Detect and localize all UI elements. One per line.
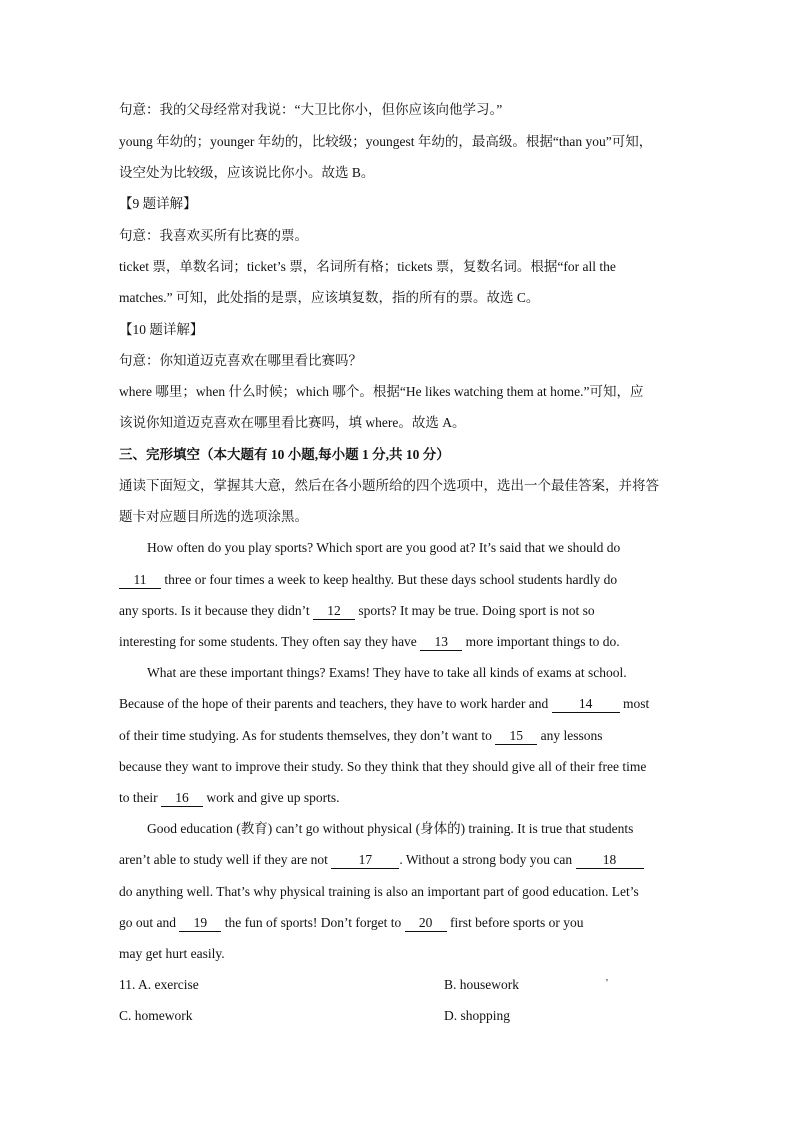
- stray-mark: ': [606, 977, 608, 989]
- section-title: 三、完形填空（本大题有 10 小题,每小题 1 分,共 10 分）: [119, 447, 450, 462]
- passage-text: aren’t able to study well if they are not: [119, 852, 332, 867]
- option-11-d: D. shopping: [444, 1008, 511, 1023]
- passage-text: the fun of sports! Don’t forget to: [221, 915, 405, 930]
- passage-text: three or four times a week to keep healthy. But these days school students hardly do: [161, 572, 618, 587]
- passage-p2-line-1: What are these important things? Exams! They have to take all kinds of exams at school.: [147, 665, 627, 680]
- blank-20: 20: [405, 914, 447, 932]
- passage-text: to their: [119, 790, 161, 805]
- blank-19: 19: [179, 914, 221, 932]
- option-11-b: B. housework: [444, 977, 519, 992]
- passage-p2-line-2: [119, 694, 679, 714]
- passage-text: Because of the hope of their parents and teachers, they have to work harder and: [119, 696, 552, 711]
- passage-text: any lessons: [537, 728, 603, 743]
- instructions-line-1: 通读下面短文，掌握其大意，然后在各小题所给的四个选项中，选出一个最佳答案，并将答: [119, 478, 659, 493]
- blank-12: 12: [313, 602, 355, 620]
- passage-text: interesting for some students. They often say they have: [119, 634, 421, 649]
- q10-meaning: 句意：你知道迈克喜欢在哪里看比赛吗？: [119, 353, 362, 368]
- passage-p3-line-1: Good education (教育) can’t go without physical (身体的) training. It is true that students: [147, 821, 634, 836]
- passage-text: of their time studying. As for students themselves, they don’t want to: [119, 728, 496, 743]
- passage-p1-line-4: [119, 632, 679, 652]
- q9-meaning: 句意：我喜欢买所有比赛的票。: [119, 228, 308, 243]
- passage-text: . Without a strong body you can: [399, 852, 576, 867]
- blank-16: 16: [161, 789, 203, 807]
- passage-p1-line-3: [119, 601, 679, 621]
- q9-explanation-line-1: ticket 票，单数名词；ticket’s 票，名词所有格；tickets 票，复数名词。根据“for all the: [119, 259, 616, 274]
- blank-15: 15: [495, 727, 537, 745]
- blank-17: 17: [331, 851, 399, 869]
- blank-18: 18: [576, 851, 644, 869]
- q8-explanation-line-2: 设空处为比较级，应该说比你小。故选 B。: [119, 165, 375, 180]
- passage-text: most: [619, 696, 650, 711]
- option-11-c: C. homework: [119, 1008, 193, 1023]
- passage-p2-line-3: [119, 726, 679, 746]
- passage-text: any sports. Is it because they didn’t: [119, 603, 313, 618]
- q9-header: 【9 题详解】: [119, 196, 197, 211]
- q8-meaning: 句意：我的父母经常对我说：“大卫比你小，但你应该向他学习。”: [119, 102, 503, 117]
- passage-text: go out and: [119, 915, 180, 930]
- passage-p1-line-1: How often do you play sports? Which sport are you good at? It’s said that we should do: [147, 540, 621, 555]
- passage-p3-line-2: [119, 850, 679, 870]
- blank-13: 13: [420, 633, 462, 651]
- blank-14: 14: [552, 695, 620, 713]
- instructions-line-2: 题卡对应题目所选的选项涂黑。: [119, 509, 308, 524]
- passage-p3-line-5: may get hurt easily.: [119, 946, 225, 961]
- passage-p2-line-5: [119, 788, 679, 808]
- passage-p1-line-2: [119, 570, 679, 590]
- q8-explanation-line-1: young 年幼的；younger 年幼的，比较级；youngest 年幼的，最高级。根据“than you”可知，: [119, 134, 653, 149]
- q10-header: 【10 题详解】: [119, 322, 204, 337]
- passage-p2-line-4: because they want to improve their study. So they think that they should give all of their free time: [119, 759, 647, 774]
- passage-text: sports? It may be true. Doing sport is not so: [354, 603, 595, 618]
- q10-explanation-line-1: where 哪里；when 什么时候；which 哪个。根据“He likes watching them at home.”可知，应: [119, 384, 644, 399]
- passage-text: more important things to do.: [462, 634, 620, 649]
- q9-explanation-line-2: matches.” 可知，此处指的是票，应该填复数，指的所有的票。故选 C。: [119, 290, 540, 305]
- passage-text: work and give up sports.: [203, 790, 340, 805]
- q10-explanation-line-2: 该说你知道迈克喜欢在哪里看比赛吗，填 where。故选 A。: [119, 415, 466, 430]
- passage-p3-line-4: [119, 913, 679, 933]
- option-11-a: 11. A. exercise: [119, 977, 199, 992]
- passage-p3-line-3: do anything well. That’s why physical training is also an important part of good education. Let’s: [119, 884, 639, 899]
- passage-text: first before sports or you: [446, 915, 584, 930]
- blank-11: 11: [119, 571, 161, 589]
